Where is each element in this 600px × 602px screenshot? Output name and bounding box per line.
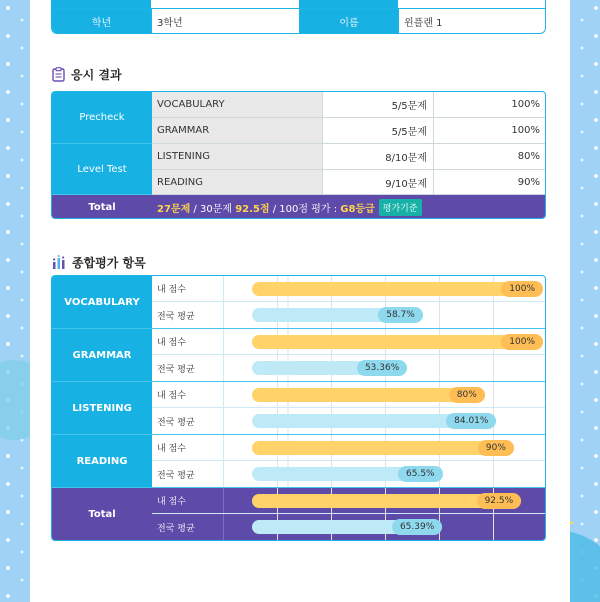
student-info-table [51,0,546,34]
criteria-button[interactable]: 평가기준 [379,199,422,216]
total-grade: G8등급 [340,203,375,215]
score-bar-track [224,329,546,354]
national-avg-value: 84.01% [446,413,496,429]
eval-group-label: VOCABULARY [52,276,152,328]
national-avg-bar [252,361,407,375]
result-item-name: LISTENING [152,144,323,170]
national-avg-label: 전국 평균 [152,355,224,381]
results-total-row [52,195,546,219]
my-score-bar [252,441,514,455]
score-bar-track [224,382,546,407]
bar-chart-icon [52,255,66,270]
result-item-count: 5/5문제 [323,118,434,144]
result-item-count: 8/10문제 [323,144,434,170]
score-bar-track [224,355,546,381]
my-score-row [152,276,546,302]
eval-group-label: GRAMMAR [52,329,152,381]
results-title-text: 응시 결과 [71,68,122,82]
clipboard-icon [52,67,65,82]
my-score-label: 내 점수 [152,382,224,407]
my-score-value: 90% [478,440,514,456]
my-score-label: 내 점수 [152,276,224,301]
evaluation-title-text: 종합평가 항목 [72,256,146,270]
national-avg-label: 전국 평균 [152,302,224,328]
eval-group [52,382,545,435]
info-table-top-strip [52,0,546,8]
eval-group [52,435,545,488]
total-summary [152,199,546,216]
grade-value: 3학년 [151,8,299,33]
eval-group-label: Total [52,488,152,540]
my-score-bar [252,335,543,349]
eval-group-label: LISTENING [52,382,152,434]
total-label: Total [88,201,116,213]
result-item-count: 9/10문제 [323,170,434,195]
score-bar-track [224,461,546,487]
grade-label: 학년 [52,8,151,33]
national-avg-bar [252,308,423,322]
my-score-bar [252,494,521,508]
my-score-value: 92.5% [477,493,522,509]
national-avg-bar [252,467,443,481]
my-score-bar [252,388,485,402]
total-score: 92.5점 [235,203,270,215]
eval-group [52,329,545,382]
score-bar-track [224,435,546,460]
my-score-value: 100% [501,334,543,350]
my-score-row [152,488,546,514]
result-item-percent: 90% [434,170,546,195]
score-bar-track [224,488,546,513]
national-avg-value: 65.5% [398,466,443,482]
result-item-name: VOCABULARY [152,92,323,118]
national-avg-bar [252,520,442,534]
score-bar-track [224,276,546,301]
my-score-bar [252,282,543,296]
national-avg-row [152,514,546,540]
national-avg-bar [252,414,496,428]
my-score-label: 내 점수 [152,329,224,354]
national-avg-row [152,302,546,328]
my-score-value: 80% [449,387,485,403]
score-bar-track [224,408,546,434]
results-section-title [52,66,122,83]
total-separator: / 30문제 [190,203,236,215]
result-item-name: READING [152,170,323,195]
name-value: 윈플랜 1 [398,8,546,33]
result-item-percent: 80% [434,144,546,170]
name-label: 이름 [299,8,398,33]
score-bar-track [224,514,546,540]
national-avg-label: 전국 평균 [152,461,224,487]
result-item-percent: 100% [434,118,546,144]
national-avg-row [152,461,546,487]
my-score-row [152,382,546,408]
total-separator: / 100점 평가 : [269,203,341,215]
result-item-percent: 100% [434,92,546,118]
national-avg-value: 58.7% [378,307,423,323]
national-avg-label: 전국 평균 [152,514,224,540]
national-avg-row [152,355,546,381]
evaluation-section-title [52,254,146,271]
result-item-count: 5/5문제 [323,92,434,118]
results-table [51,91,546,219]
national-avg-value: 65.39% [392,519,442,535]
my-score-row [152,329,546,355]
my-score-value: 100% [501,281,543,297]
my-score-row [152,435,546,461]
national-avg-value: 53.36% [357,360,407,376]
eval-group-label: READING [52,435,152,487]
result-item-name: GRAMMAR [152,118,323,144]
eval-total-group [52,488,545,540]
total-correct: 27문제 [157,203,191,215]
national-avg-row [152,408,546,434]
my-score-label: 내 점수 [152,435,224,460]
group-label-level-test: Level Test [52,144,152,195]
evaluation-table [51,275,546,541]
eval-group [52,276,545,329]
my-score-label: 내 점수 [152,488,224,513]
national-avg-label: 전국 평균 [152,408,224,434]
score-bar-track [224,302,546,328]
group-label-precheck: Precheck [52,92,152,144]
